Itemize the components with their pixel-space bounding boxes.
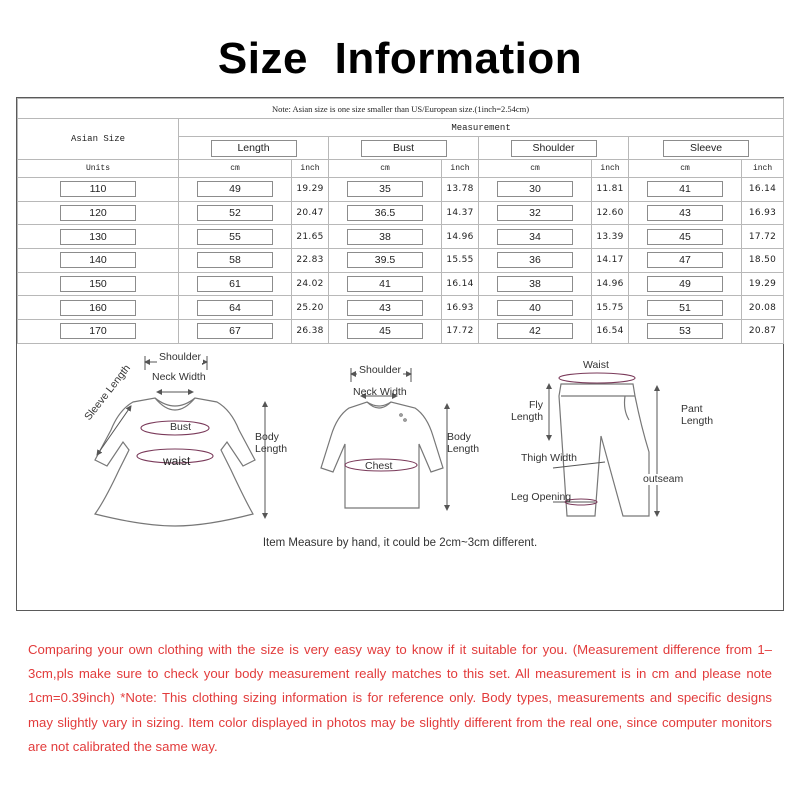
cm-cell bbox=[629, 178, 742, 202]
pants-fly-label: Fly bbox=[529, 399, 543, 411]
size-cell bbox=[18, 249, 179, 273]
table-row bbox=[18, 249, 784, 273]
shirt-neck-width-label: Neck Width bbox=[353, 386, 407, 398]
group-header-length bbox=[179, 137, 329, 160]
asian-size-header: Asian Size bbox=[18, 119, 179, 160]
size-cell bbox=[18, 272, 179, 296]
cm-cell bbox=[179, 201, 292, 225]
shoulder-inch-value: 16.54 bbox=[592, 320, 629, 344]
length-inch-value: 22.83 bbox=[292, 249, 329, 273]
group-label: Shoulder bbox=[511, 140, 597, 157]
cm-cell bbox=[179, 296, 292, 320]
shoulder-cm-value: 34 bbox=[497, 229, 573, 245]
bust-cm-value: 45 bbox=[347, 323, 423, 339]
shirt-body-label: Body bbox=[447, 431, 471, 443]
table-row bbox=[18, 178, 784, 202]
bust-cm-value: 36.5 bbox=[347, 205, 423, 221]
shirt-illustration bbox=[321, 402, 443, 508]
length-cm-value: 61 bbox=[197, 276, 273, 292]
bust-inch-value: 13.78 bbox=[442, 178, 479, 202]
sleeve-cm-value: 43 bbox=[647, 205, 723, 221]
page-title: Size Information bbox=[217, 34, 583, 83]
group-label: Bust bbox=[361, 140, 447, 157]
cm-cell bbox=[329, 272, 442, 296]
size-cell bbox=[18, 201, 179, 225]
size-value: 140 bbox=[60, 252, 136, 268]
shoulder-cm-value: 42 bbox=[497, 323, 573, 339]
sleeve-inch-value: 20.08 bbox=[742, 296, 784, 320]
sleeve-cm-value: 53 bbox=[647, 323, 723, 339]
shoulder-inch-value: 12.60 bbox=[592, 201, 629, 225]
cm-cell bbox=[179, 249, 292, 273]
cm-cell bbox=[629, 296, 742, 320]
measure-note: Item Measure by hand, it could be 2cm~3cm different. bbox=[262, 537, 538, 549]
cm-cell bbox=[479, 225, 592, 249]
sleeve-inch-value: 18.50 bbox=[742, 249, 784, 273]
length-cm-value: 58 bbox=[197, 252, 273, 268]
cm-cell bbox=[629, 249, 742, 273]
cm-cell bbox=[329, 249, 442, 273]
size-value: 150 bbox=[60, 276, 136, 292]
size-cell bbox=[18, 296, 179, 320]
bust-inch-value: 14.37 bbox=[442, 201, 479, 225]
cm-cell bbox=[629, 201, 742, 225]
sleeve-cm-value: 41 bbox=[647, 181, 723, 197]
sleeve-inch-value: 16.14 bbox=[742, 178, 784, 202]
group-header-bust bbox=[329, 137, 479, 160]
size-value: 130 bbox=[60, 229, 136, 245]
dress-shoulder-label: Shoulder bbox=[159, 351, 202, 363]
shirt-chest-label: Chest bbox=[365, 460, 393, 472]
sleeve-inch-value: 19.29 bbox=[742, 272, 784, 296]
dress-neck-width-label: Neck Width bbox=[152, 371, 206, 383]
dress-waist-label: waist bbox=[163, 454, 191, 468]
group-label: Length bbox=[211, 140, 297, 157]
cm-cell bbox=[629, 272, 742, 296]
sleeve-inch-value: 16.93 bbox=[742, 201, 784, 225]
cm-cell bbox=[479, 296, 592, 320]
group-header-sleeve bbox=[629, 137, 784, 160]
dress-body-label: Body bbox=[255, 431, 279, 443]
dress-bust-label: Bust bbox=[170, 421, 192, 433]
length-cm-value: 67 bbox=[197, 323, 273, 339]
shoulder-inch-value: 14.17 bbox=[592, 249, 629, 273]
dress-sleeve-length-label: Sleeve Length bbox=[82, 362, 134, 423]
length-inch-value: 20.47 bbox=[292, 201, 329, 225]
unit-cell: inch bbox=[592, 160, 629, 178]
unit-cell: inch bbox=[742, 160, 784, 178]
bust-inch-value: 16.93 bbox=[442, 296, 479, 320]
group-header-shoulder bbox=[479, 137, 629, 160]
length-cm-value: 64 bbox=[197, 300, 273, 316]
size-cell bbox=[18, 225, 179, 249]
bust-cm-value: 35 bbox=[347, 181, 423, 197]
sleeve-cm-value: 45 bbox=[647, 229, 723, 245]
table-row bbox=[18, 201, 784, 225]
table-note: Note: Asian size is one size smaller than US/European size.(1inch=2.54cm) bbox=[18, 99, 784, 119]
cm-cell bbox=[329, 225, 442, 249]
sleeve-inch-value: 20.87 bbox=[742, 320, 784, 344]
measurement-diagram bbox=[17, 340, 783, 610]
sleeve-cm-value: 49 bbox=[647, 276, 723, 292]
length-inch-value: 26.38 bbox=[292, 320, 329, 344]
group-label: Sleeve bbox=[663, 140, 749, 157]
unit-cell: inch bbox=[292, 160, 329, 178]
length-inch-value: 21.65 bbox=[292, 225, 329, 249]
shoulder-inch-value: 14.96 bbox=[592, 272, 629, 296]
size-table bbox=[17, 98, 784, 344]
dress-length-label: Length bbox=[255, 443, 288, 455]
sleeve-cm-value: 47 bbox=[647, 252, 723, 268]
size-value: 170 bbox=[60, 323, 136, 339]
cm-cell bbox=[479, 249, 592, 273]
unit-cell: inch bbox=[442, 160, 479, 178]
shoulder-cm-value: 32 bbox=[497, 205, 573, 221]
shoulder-cm-value: 36 bbox=[497, 252, 573, 268]
bust-inch-value: 14.96 bbox=[442, 225, 479, 249]
length-cm-value: 55 bbox=[197, 229, 273, 245]
shoulder-cm-value: 40 bbox=[497, 300, 573, 316]
unit-cell: cm bbox=[629, 160, 742, 178]
shoulder-inch-value: 13.39 bbox=[592, 225, 629, 249]
bust-cm-value: 41 bbox=[347, 276, 423, 292]
unit-cell: cm bbox=[179, 160, 292, 178]
length-inch-value: 25.20 bbox=[292, 296, 329, 320]
size-chart-frame bbox=[16, 97, 784, 611]
pants-outseam-label: outseam bbox=[643, 473, 684, 485]
sleeve-inch-value: 17.72 bbox=[742, 225, 784, 249]
pants-fly-length-label: Length bbox=[511, 411, 544, 423]
pants-leg-opening-label: Leg Opening bbox=[511, 491, 572, 503]
cm-cell bbox=[329, 201, 442, 225]
size-value: 120 bbox=[60, 205, 136, 221]
bust-cm-value: 43 bbox=[347, 300, 423, 316]
bust-inch-value: 17.72 bbox=[442, 320, 479, 344]
shirt-shoulder-label: Shoulder bbox=[359, 364, 402, 376]
size-value: 160 bbox=[60, 300, 136, 316]
unit-cell: cm bbox=[329, 160, 442, 178]
length-cm-value: 49 bbox=[197, 181, 273, 197]
bust-cm-value: 39.5 bbox=[347, 252, 423, 268]
length-cm-value: 52 bbox=[197, 205, 273, 221]
pants-thigh-width-label: Thigh Width bbox=[521, 452, 578, 464]
measurement-header: Measurement bbox=[179, 119, 784, 137]
pants-illustration bbox=[559, 384, 649, 516]
shoulder-cm-value: 30 bbox=[497, 181, 573, 197]
units-label: Units bbox=[18, 160, 179, 178]
length-inch-value: 19.29 bbox=[292, 178, 329, 202]
cm-cell bbox=[329, 296, 442, 320]
cm-cell bbox=[479, 201, 592, 225]
cm-cell bbox=[629, 225, 742, 249]
table-row bbox=[18, 272, 784, 296]
table-row bbox=[18, 296, 784, 320]
shoulder-inch-value: 11.81 bbox=[592, 178, 629, 202]
unit-cell: cm bbox=[479, 160, 592, 178]
pants-pant-label: Pant bbox=[681, 403, 703, 415]
bust-inch-value: 15.55 bbox=[442, 249, 479, 273]
cm-cell bbox=[179, 178, 292, 202]
size-cell bbox=[18, 178, 179, 202]
shirt-length-label: Length bbox=[447, 443, 480, 455]
sleeve-cm-value: 51 bbox=[647, 300, 723, 316]
length-inch-value: 24.02 bbox=[292, 272, 329, 296]
cm-cell bbox=[179, 272, 292, 296]
shoulder-inch-value: 15.75 bbox=[592, 296, 629, 320]
shoulder-cm-value: 38 bbox=[497, 276, 573, 292]
cm-cell bbox=[179, 225, 292, 249]
pants-waist-label: Waist bbox=[583, 359, 609, 371]
cm-cell bbox=[479, 178, 592, 202]
bust-cm-value: 38 bbox=[347, 229, 423, 245]
cm-cell bbox=[479, 272, 592, 296]
bust-inch-value: 16.14 bbox=[442, 272, 479, 296]
cm-cell bbox=[329, 178, 442, 202]
disclaimer-text: Comparing your own clothing with the size is very easy way to know if it suitable for you. (Measurement difference from 1– 3cm,pls make sure to check your body measurement really matches to this set. All measurement is in cm and please note 1cm=0.39inch) *Note: This clothing sizing information is for reference only. Body types, measurements and specific designs may slightly vary in sizing. Item color displayed in photos may be slightly different from the real one, since computer monitors are not calibrated the same way. bbox=[28, 642, 772, 754]
table-row bbox=[18, 225, 784, 249]
size-value: 110 bbox=[60, 181, 136, 197]
pants-pant-length-label: Length bbox=[681, 415, 714, 427]
